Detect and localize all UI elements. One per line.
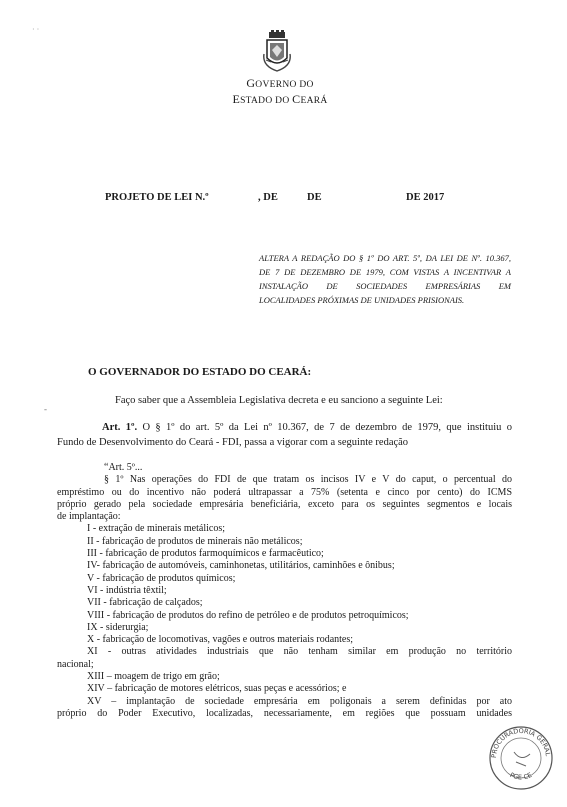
government-header <box>215 76 345 108</box>
margin-mark: - <box>44 404 47 414</box>
list-item: VIII - fabricação de produtos do refino de petróleo e de produtos petroquímicos; <box>87 609 409 621</box>
gov-line2-cap2: C <box>292 92 301 106</box>
ementa-line: DE 7 DE DEZEMBRO DE 1979, COM VISTAS A INCENTIVAR A <box>259 267 511 277</box>
stamp-text-top: PROCURADORIA GERAL <box>489 726 552 759</box>
list-item: III - fabricação de produtos farmoquímicos e farmacêutico; <box>87 548 324 560</box>
gov-line2-cap1: E <box>232 92 241 106</box>
article-5-text <box>57 462 512 720</box>
ementa-line: LOCALIDADES PRÓXIMAS DE UNIDADES PRISIONAIS. <box>259 295 465 305</box>
article-1-label: Art. 1º. <box>102 422 138 433</box>
paragraph-line: empréstimo ou do incentivo não poderá ultrapassar a 75% (setenta e cinco por cento) do ICMS <box>57 486 512 498</box>
article-1 <box>57 420 512 450</box>
bill-label: PROJETO DE LEI N.º <box>105 192 209 203</box>
stamp-text-bottom: PGE-CE <box>508 770 534 782</box>
list-item-cont: nacional; <box>57 658 94 670</box>
list-item: XI - outras atividades industriais que não tenham similar em produção no território <box>87 646 512 658</box>
list-item: XIII – moagem de trigo em grão; <box>87 671 220 683</box>
enactment-clause: Faço saber que a Assembleia Legislativa decreta e eu sanciono a seguinte Lei: <box>115 395 443 406</box>
bill-de1: , DE <box>258 192 278 203</box>
list-item: VII - fabricação de calçados; <box>87 597 203 609</box>
scan-mark: · · <box>32 25 40 34</box>
article-1-line2: Fundo de Desenvolvimento do Ceará - FDI, passa a vigorar com a seguinte redação <box>57 437 409 448</box>
coat-of-arms-icon <box>262 30 292 72</box>
paragraph-line: próprio gerado pela sociedade empresária beneficiária, exceto para os seguintes segmentos e locais <box>57 498 512 510</box>
svg-text:PROCURADORIA GERAL <box>490 727 552 758</box>
svg-text:PGE-CE <box>508 771 533 782</box>
list-item: IX - siderurgia; <box>87 621 149 633</box>
list-item: XIV – fabricação de motores elétricos, suas peças e acessórios; e <box>87 683 347 695</box>
list-item: VI - indústria têxtil; <box>87 584 167 596</box>
gov-line1-cap: G <box>246 76 256 90</box>
ementa-line: ALTERA A REDAÇÃO DO § 1º DO ART. 5º, DA LEI DE Nº. 10.367, <box>259 253 511 263</box>
governor-heading: O GOVERNADOR DO ESTADO DO CEARÁ: <box>88 366 312 378</box>
list-item-cont: próprio do Poder Executivo, localizadas, necessariamente, em regiões que possuam unidades <box>57 707 512 719</box>
article-5-heading: “Art. 5º... <box>104 462 143 473</box>
ementa <box>259 251 511 307</box>
list-item: II - fabricação de produtos de minerais não metálicos; <box>87 535 303 547</box>
procuradoria-stamp-icon <box>486 722 556 790</box>
ementa-line: INSTALAÇÃO DE SOCIEDADES EMPRESÁRIAS EM <box>259 281 511 291</box>
bill-de2: DE <box>307 192 322 203</box>
paragraph-line: § 1º Nas operações do FDI de que tratam os incisos IV e V do caput, o percentual do <box>104 474 512 486</box>
list-item: XV – implantação de sociedade empresária em poligonais a serem definidas por ato <box>87 695 512 707</box>
bill-year: DE 2017 <box>406 192 445 203</box>
gov-line2-rest1: STADO DO <box>240 96 293 106</box>
article-1-line1: Art. 1º. O § 1º do art. 5º da Lei nº 10.367, de 7 de dezembro de 1979, que instituiu o <box>102 422 512 433</box>
gov-line1-rest: OVERNO DO <box>255 80 314 90</box>
list-item: X - fabricação de locomotivas, vagões e outros materiais rodantes; <box>87 634 354 646</box>
paragraph-line: de implantação: <box>57 511 121 523</box>
list-item: I - extração de minerais metálicos; <box>87 523 225 535</box>
list-item: IV- fabricação de automóveis, caminhonetas, utilitários, caminhões e ônibus; <box>87 560 395 572</box>
gov-line2-rest2: EARÁ <box>300 96 328 106</box>
bill-title <box>0 192 567 206</box>
list-item: V - fabricação de produtos químicos; <box>87 572 236 584</box>
